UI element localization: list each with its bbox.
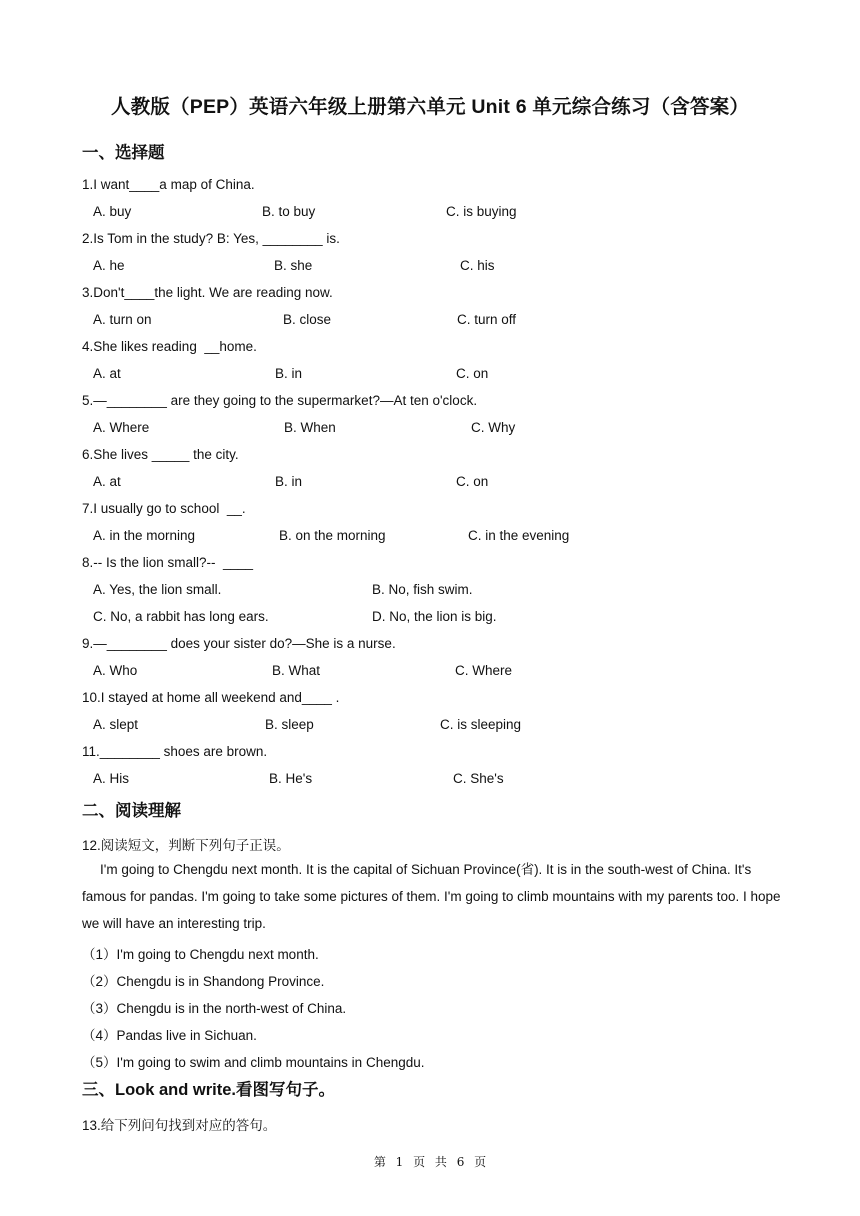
question-2: 2.Is Tom in the study? B: Yes, ________ is. — [82, 231, 340, 246]
statement-4: （4）Pandas live in Sichuan. — [82, 1028, 257, 1043]
question-13: 13.给下列问句找到对应的答句。 — [82, 1118, 277, 1133]
q2-option-a: A. he — [93, 258, 125, 273]
question-9: 9.—________ does your sister do?—She is a nurse. — [82, 636, 396, 651]
section-heading-reading: 二、阅读理解 — [82, 802, 181, 820]
q3-option-c: C. turn off — [457, 312, 517, 327]
section-heading-look-and-write: 三、Look and write.看图写句子。 — [82, 1081, 336, 1099]
q3-option-a: A. turn on — [93, 312, 152, 327]
q4-option-b: B. in — [275, 366, 303, 381]
q5-option-b: B. When — [284, 420, 336, 435]
q2-option-b: B. she — [274, 258, 313, 273]
q8-option-a: A. Yes, the lion small. — [93, 582, 222, 597]
q11-option-b: B. He's — [269, 771, 313, 786]
question-3: 3.Don't____the light. We are reading now. — [82, 285, 333, 300]
q8-option-b: B. No, fish swim. — [372, 582, 473, 597]
q7-option-a: A. in the morning — [93, 528, 196, 543]
q10-option-c: C. is sleeping — [440, 717, 522, 732]
question-12: 12.阅读短文，判断下列句子正误。 — [82, 838, 290, 853]
q6-option-c: C. on — [456, 474, 489, 489]
statement-5: （5）I'm going to swim and climb mountains in Chengdu. — [82, 1055, 425, 1070]
q7-option-b: B. on the morning — [279, 528, 386, 543]
q4-option-a: A. at — [93, 366, 121, 381]
page-footer: 第 1 页 共 6 页 — [373, 1155, 487, 1169]
document-title: 人教版（PEP）英语六年级上册第六单元 Unit 6 单元综合练习（含答案） — [110, 96, 750, 118]
q11-option-a: A. His — [93, 771, 130, 786]
q8-option-c: C. No, a rabbit has long ears. — [93, 609, 269, 624]
q10-option-a: A. slept — [93, 717, 139, 732]
q1-option-b: B. to buy — [262, 204, 316, 219]
q2-option-c: C. his — [460, 258, 495, 273]
q3-option-b: B. close — [283, 312, 332, 327]
question-5: 5.—________ are they going to the supermarket?—At ten o'clock. — [82, 393, 478, 408]
statement-1: （1）I'm going to Chengdu next month. — [82, 947, 319, 962]
q9-option-c: C. Where — [455, 663, 513, 678]
q1-option-a: A. buy — [93, 204, 132, 219]
q4-option-c: C. on — [456, 366, 489, 381]
question-11: 11.________ shoes are brown. — [82, 744, 268, 759]
question-1: 1.I want____a map of China. — [82, 177, 255, 192]
question-4: 4.She likes reading __home. — [82, 339, 257, 354]
question-10: 10.I stayed at home all weekend and____ . — [82, 690, 340, 705]
q5-option-c: C. Why — [471, 420, 516, 435]
q11-option-c: C. She's — [453, 771, 504, 786]
q6-option-a: A. at — [93, 474, 121, 489]
statement-2: （2）Chengdu is in Shandong Province. — [82, 974, 325, 989]
question-7: 7.I usually go to school __. — [82, 501, 246, 516]
q8-option-d: D. No, the lion is big. — [372, 609, 497, 624]
q6-option-b: B. in — [275, 474, 303, 489]
q9-option-b: B. What — [272, 663, 321, 678]
q10-option-b: B. sleep — [265, 717, 314, 732]
q1-option-c: C. is buying — [446, 204, 517, 219]
question-6: 6.She lives _____ the city. — [82, 447, 239, 462]
q7-option-c: C. in the evening — [468, 528, 570, 543]
section-heading-choice: 一、选择题 — [82, 144, 165, 162]
statement-3: （3）Chengdu is in the north-west of China. — [82, 1001, 347, 1016]
reading-passage: I'm going to Chengdu next month. It is the capital of Sichuan Province(省). It is in the south-west of China. It's famous for pandas. I'm going to take some pictures of them. I'm going to climb mountains with my parents too. I hope we will have an interesting trip. — [82, 862, 781, 931]
q5-option-a: A. Where — [93, 420, 150, 435]
q9-option-a: A. Who — [93, 663, 138, 678]
question-8: 8.-- Is the lion small?-- ____ — [82, 555, 254, 570]
